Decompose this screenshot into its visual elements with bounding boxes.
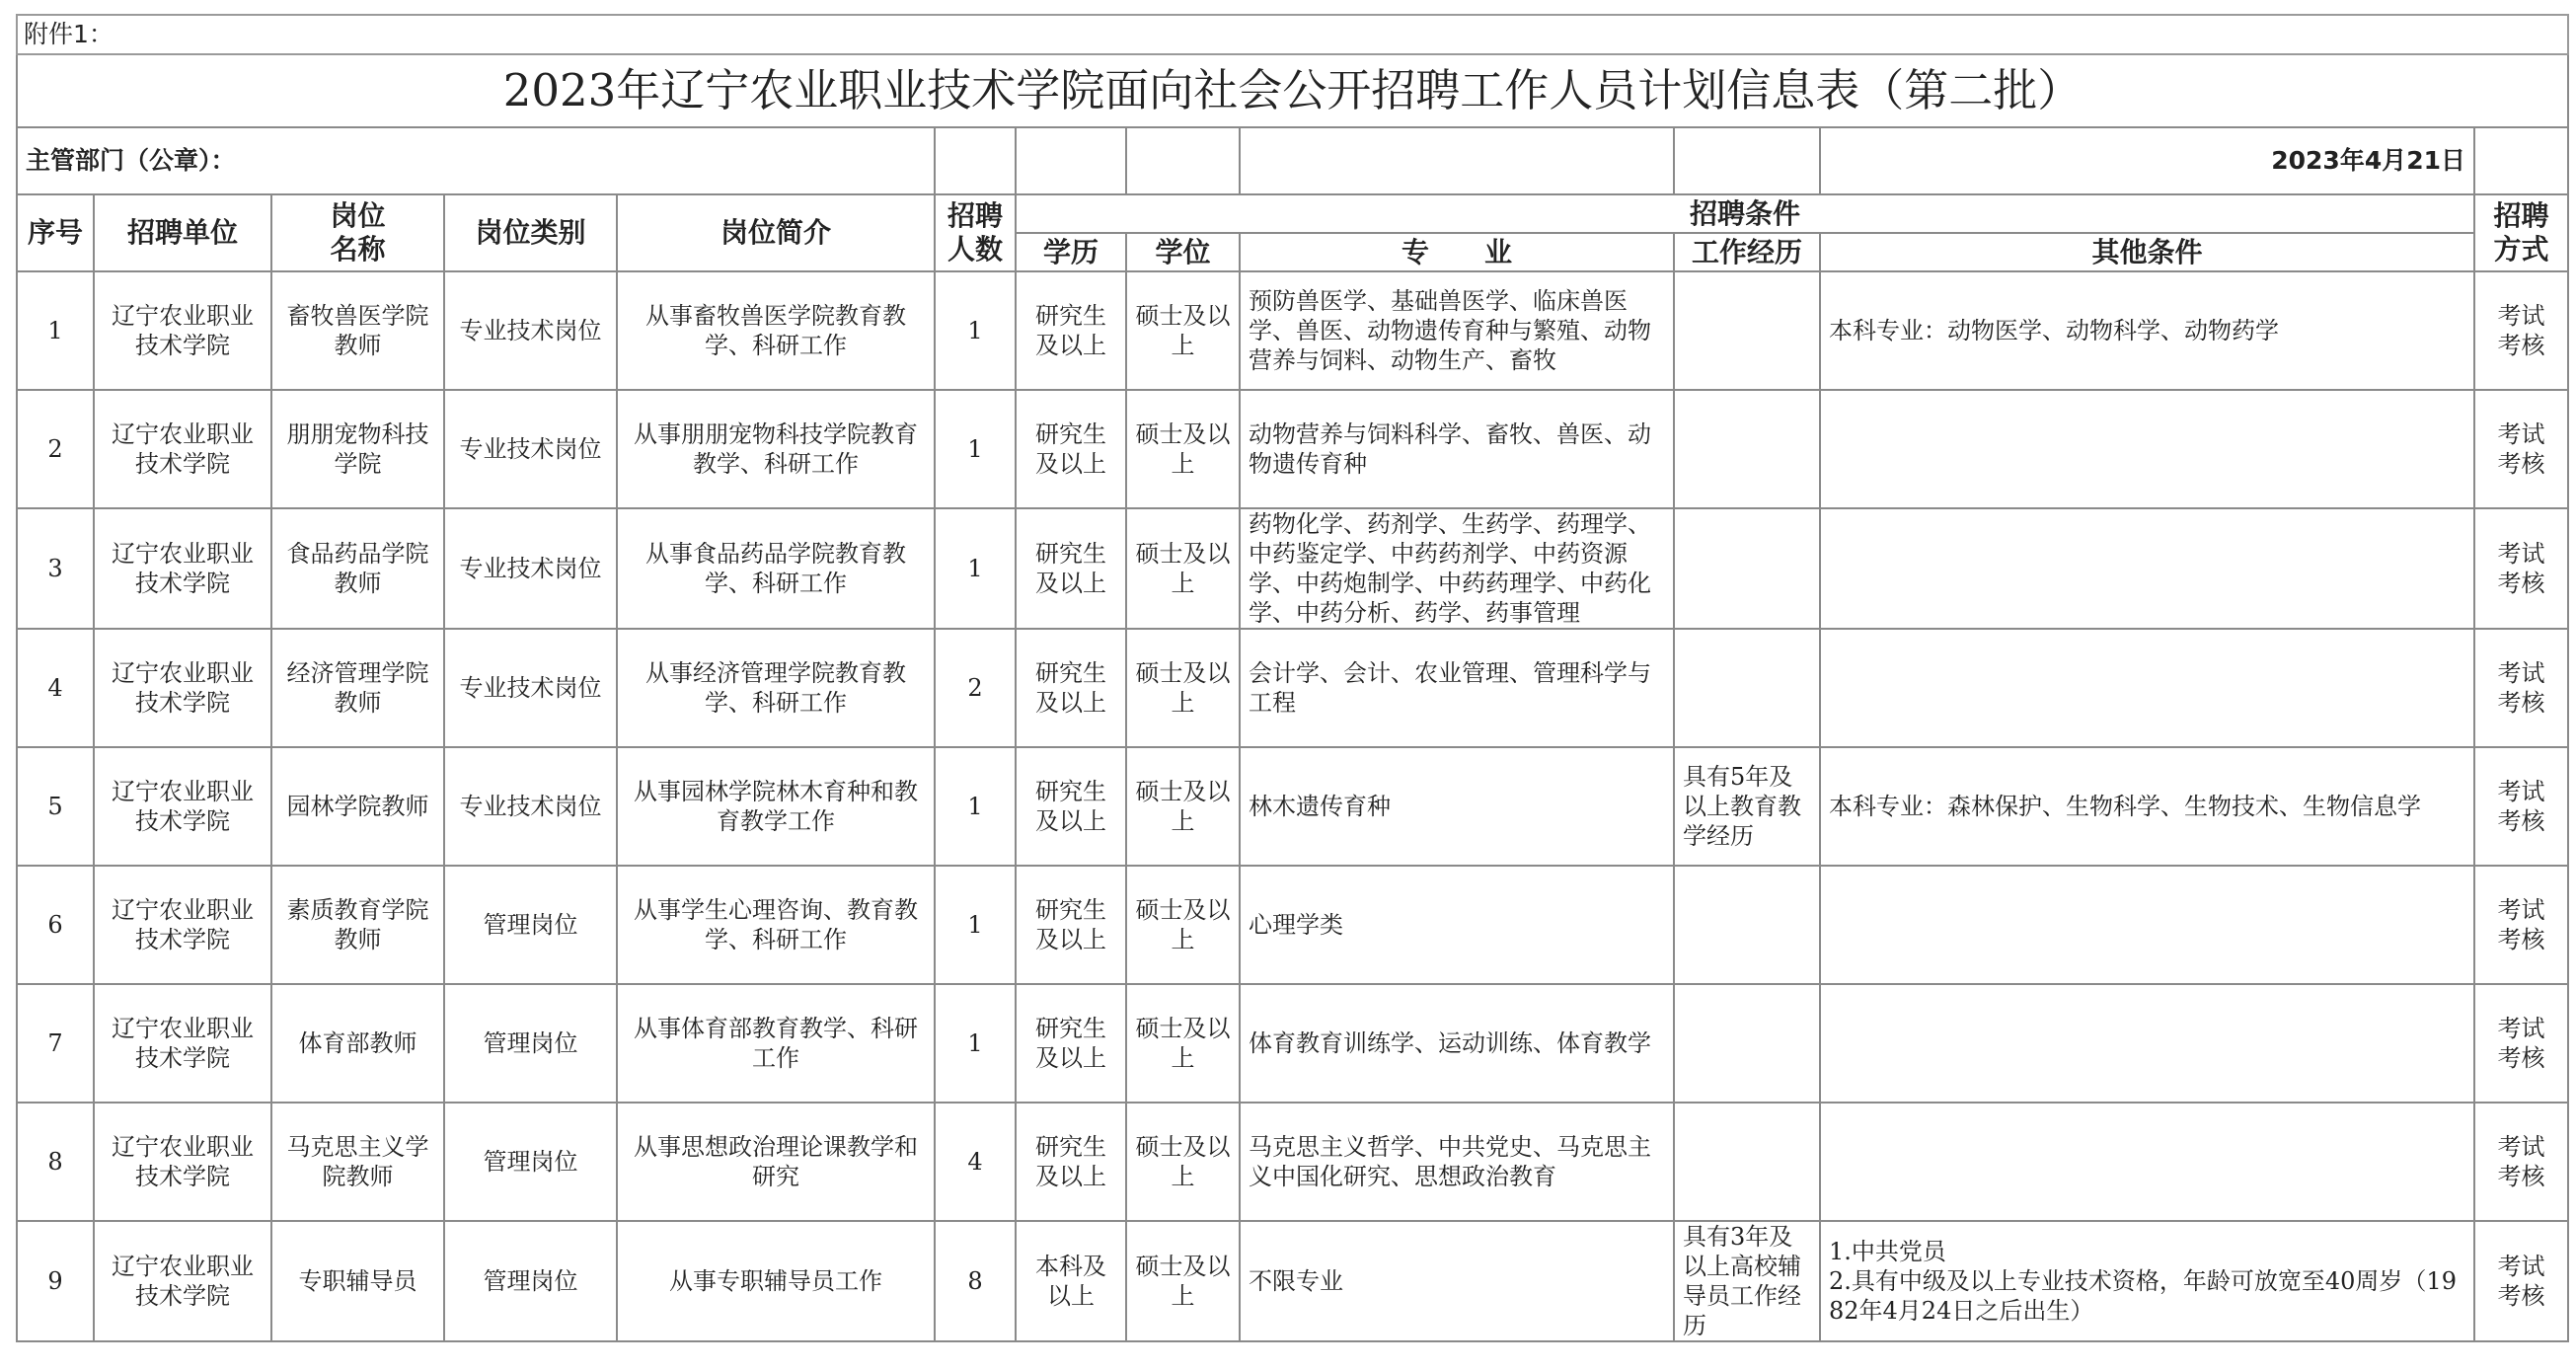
cell-major: 会计学、会计、农业管理、管理科学与工程: [1240, 629, 1674, 747]
cell-position-desc: 从事学生心理咨询、教育教学、科研工作: [617, 866, 935, 984]
header-count: 招聘 人数: [935, 194, 1016, 271]
cell-method: 考试考核: [2474, 984, 2568, 1103]
cell-experience: [1674, 508, 1820, 629]
cell-position-desc: 从事专职辅导员工作: [617, 1221, 935, 1341]
table-row: [17, 271, 2568, 390]
meta-blank: [935, 127, 1016, 194]
cell-position-desc: 从事朋朋宠物科技学院教育教学、科研工作: [617, 390, 935, 508]
cell-unit: 辽宁农业职业技术学院: [94, 1221, 271, 1341]
cell-position-type: 专业技术岗位: [444, 747, 617, 866]
cell-major: 马克思主义哲学、中共党史、马克思主义中国化研究、思想政治教育: [1240, 1103, 1674, 1221]
cell-experience: 具有5年及以上教育教学经历: [1674, 747, 1820, 866]
table-body: [17, 271, 2568, 1341]
header-unit: 招聘单位: [94, 194, 271, 271]
recruitment-sheet: [16, 14, 2567, 1342]
cell-method: 考试考核: [2474, 747, 2568, 866]
meta-blank: [2474, 127, 2568, 194]
cell-education: 研究生及以上: [1016, 1103, 1126, 1221]
cell-education: 研究生及以上: [1016, 629, 1126, 747]
cell-degree: 硕士及以上: [1126, 1103, 1240, 1221]
cell-count: 1: [935, 866, 1016, 984]
table-date: 2023年4月21日: [1820, 127, 2474, 194]
cell-unit: 辽宁农业职业技术学院: [94, 747, 271, 866]
cell-other: [1820, 508, 2474, 629]
cell-no: 2: [17, 390, 94, 508]
cell-experience: [1674, 1103, 1820, 1221]
cell-count: 1: [935, 508, 1016, 629]
cell-experience: [1674, 271, 1820, 390]
header-other: 其他条件: [1820, 233, 2474, 271]
cell-count: 1: [935, 747, 1016, 866]
cell-unit: 辽宁农业职业技术学院: [94, 629, 271, 747]
cell-other: 1.中共党员 2.具有中级及以上专业技术资格，年龄可放宽至40周岁（1982年4月24日之后出生）: [1820, 1221, 2474, 1341]
cell-experience: [1674, 629, 1820, 747]
cell-position-name: 经济管理学院教师: [271, 629, 444, 747]
cell-education: 研究生及以上: [1016, 866, 1126, 984]
cell-degree: 硕士及以上: [1126, 984, 1240, 1103]
cell-method: 考试考核: [2474, 271, 2568, 390]
cell-position-name: 朋朋宠物科技学院: [271, 390, 444, 508]
cell-method: 考试考核: [2474, 866, 2568, 984]
table-row: [17, 747, 2568, 866]
cell-count: 1: [935, 271, 1016, 390]
cell-unit: 辽宁农业职业技术学院: [94, 984, 271, 1103]
meta-blank: [1016, 127, 1126, 194]
cell-method: 考试考核: [2474, 629, 2568, 747]
cell-major: 预防兽医学、基础兽医学、临床兽医学、兽医、动物遗传育种与繁殖、动物营养与饲料、动物生产、畜牧: [1240, 271, 1674, 390]
cell-count: 2: [935, 629, 1016, 747]
cell-degree: 硕士及以上: [1126, 390, 1240, 508]
cell-unit: 辽宁农业职业技术学院: [94, 508, 271, 629]
cell-education: 研究生及以上: [1016, 508, 1126, 629]
cell-position-type: 管理岗位: [444, 866, 617, 984]
cell-unit: 辽宁农业职业技术学院: [94, 866, 271, 984]
cell-position-name: 畜牧兽医学院教师: [271, 271, 444, 390]
table-row: [17, 866, 2568, 984]
cell-count: 1: [935, 984, 1016, 1103]
cell-education: 本科及以上: [1016, 1221, 1126, 1341]
cell-method: 考试考核: [2474, 1221, 2568, 1341]
cell-degree: 硕士及以上: [1126, 508, 1240, 629]
cell-position-desc: 从事园林学院林木育种和教育教学工作: [617, 747, 935, 866]
cell-unit: 辽宁农业职业技术学院: [94, 271, 271, 390]
cell-count: 8: [935, 1221, 1016, 1341]
cell-no: 5: [17, 747, 94, 866]
cell-education: 研究生及以上: [1016, 390, 1126, 508]
cell-no: 9: [17, 1221, 94, 1341]
cell-position-desc: 从事食品药品学院教育教学、科研工作: [617, 508, 935, 629]
cell-no: 7: [17, 984, 94, 1103]
cell-other: [1820, 390, 2474, 508]
cell-experience: 具有3年及以上高校辅导员工作经历: [1674, 1221, 1820, 1341]
cell-position-name: 专职辅导员: [271, 1221, 444, 1341]
cell-other: [1820, 866, 2474, 984]
meta-blank: [1126, 127, 1240, 194]
cell-position-type: 专业技术岗位: [444, 271, 617, 390]
header-position-desc: 岗位简介: [617, 194, 935, 271]
cell-no: 6: [17, 866, 94, 984]
cell-other: 本科专业：动物医学、动物科学、动物药学: [1820, 271, 2474, 390]
cell-major: 药物化学、药剂学、生药学、药理学、中药鉴定学、中药药剂学、中药资源学、中药炮制学、中药药理学、中药化学、中药分析、药学、药事管理: [1240, 508, 1674, 629]
cell-major: 林木遗传育种: [1240, 747, 1674, 866]
cell-major: 动物营养与饲料科学、畜牧、兽医、动物遗传育种: [1240, 390, 1674, 508]
cell-position-name: 食品药品学院教师: [271, 508, 444, 629]
cell-unit: 辽宁农业职业技术学院: [94, 1103, 271, 1221]
cell-position-type: 专业技术岗位: [444, 508, 617, 629]
cell-major: 体育教育训练学、运动训练、体育教学: [1240, 984, 1674, 1103]
cell-position-type: 专业技术岗位: [444, 390, 617, 508]
cell-degree: 硕士及以上: [1126, 1221, 1240, 1341]
header-experience: 工作经历: [1674, 233, 1820, 271]
cell-experience: [1674, 866, 1820, 984]
cell-position-name: 体育部教师: [271, 984, 444, 1103]
attachment-label: 附件1：: [17, 15, 2568, 54]
cell-no: 3: [17, 508, 94, 629]
header-position-name: 岗位 名称: [271, 194, 444, 271]
cell-unit: 辽宁农业职业技术学院: [94, 390, 271, 508]
cell-method: 考试考核: [2474, 1103, 2568, 1221]
header-method: 招聘 方式: [2474, 194, 2568, 271]
cell-experience: [1674, 984, 1820, 1103]
header-education: 学历: [1016, 233, 1126, 271]
table-row: [17, 1103, 2568, 1221]
cell-count: 1: [935, 390, 1016, 508]
table-row: [17, 984, 2568, 1103]
meta-blank: [1240, 127, 1674, 194]
table-row: [17, 629, 2568, 747]
recruitment-table: [16, 14, 2569, 1342]
cell-position-name: 素质教育学院教师: [271, 866, 444, 984]
cell-education: 研究生及以上: [1016, 747, 1126, 866]
cell-degree: 硕士及以上: [1126, 747, 1240, 866]
cell-major: 心理学类: [1240, 866, 1674, 984]
cell-position-type: 管理岗位: [444, 1103, 617, 1221]
cell-other: [1820, 629, 2474, 747]
header-major: 专 业: [1240, 233, 1674, 271]
cell-experience: [1674, 390, 1820, 508]
cell-degree: 硕士及以上: [1126, 866, 1240, 984]
table-row: [17, 390, 2568, 508]
cell-education: 研究生及以上: [1016, 271, 1126, 390]
header-conditions: 招聘条件: [1016, 194, 2474, 233]
cell-position-type: 管理岗位: [444, 1221, 617, 1341]
table-row: [17, 508, 2568, 629]
cell-other: [1820, 1103, 2474, 1221]
cell-no: 1: [17, 271, 94, 390]
cell-degree: 硕士及以上: [1126, 271, 1240, 390]
cell-no: 8: [17, 1103, 94, 1221]
cell-major: 不限专业: [1240, 1221, 1674, 1341]
cell-education: 研究生及以上: [1016, 984, 1126, 1103]
cell-method: 考试考核: [2474, 390, 2568, 508]
table-row: [17, 1221, 2568, 1341]
cell-method: 考试考核: [2474, 508, 2568, 629]
cell-degree: 硕士及以上: [1126, 629, 1240, 747]
cell-other: 本科专业：森林保护、生物科学、生物技术、生物信息学: [1820, 747, 2474, 866]
cell-other: [1820, 984, 2474, 1103]
cell-count: 4: [935, 1103, 1016, 1221]
header-no: 序号: [17, 194, 94, 271]
cell-position-type: 专业技术岗位: [444, 629, 617, 747]
meta-blank: [1674, 127, 1820, 194]
header-position-type: 岗位类别: [444, 194, 617, 271]
cell-position-desc: 从事体育部教育教学、科研工作: [617, 984, 935, 1103]
cell-position-desc: 从事畜牧兽医学院教育教学、科研工作: [617, 271, 935, 390]
cell-position-name: 马克思主义学院教师: [271, 1103, 444, 1221]
cell-position-desc: 从事经济管理学院教育教学、科研工作: [617, 629, 935, 747]
header-degree: 学位: [1126, 233, 1240, 271]
cell-position-desc: 从事思想政治理论课教学和研究: [617, 1103, 935, 1221]
department-label: 主管部门（公章）：: [17, 127, 935, 194]
cell-position-name: 园林学院教师: [271, 747, 444, 866]
page-title: 2023年辽宁农业职业技术学院面向社会公开招聘工作人员计划信息表（第二批）: [17, 54, 2568, 127]
cell-no: 4: [17, 629, 94, 747]
cell-position-type: 管理岗位: [444, 984, 617, 1103]
